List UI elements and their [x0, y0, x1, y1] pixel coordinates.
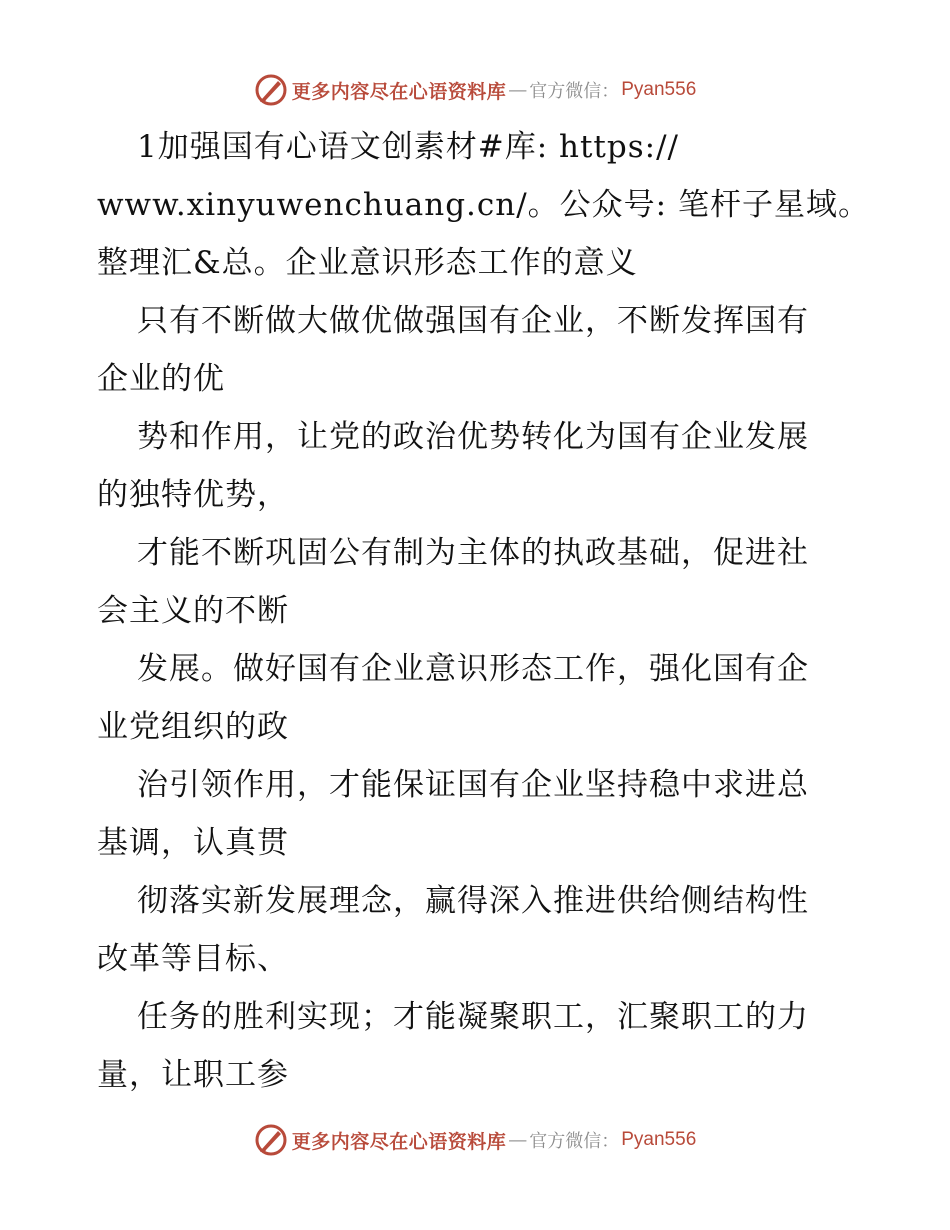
body-line: 任务的胜利实现；才能凝聚职工，汇聚职工的力 [137, 999, 809, 1035]
quill-logo-icon [254, 73, 288, 107]
footer-dash: — [508, 1129, 528, 1151]
quill-logo-icon [254, 1123, 288, 1157]
body-line: 势和作用，让党的政治优势转化为国有企业发展 [137, 419, 809, 455]
body-line: 整理汇&总。企业意识形态工作的意义 [97, 245, 638, 281]
body-line: 业党组织的政 [97, 709, 289, 745]
footer-site-text: 更多内容尽在心语资料库 [291, 1130, 507, 1153]
body-line: www.xinyuwenchuang.cn/。公众号: 笔杆子星域。 [97, 187, 870, 223]
body-line: 只有不断做大做优做强国有企业，不断发挥国有 [137, 303, 809, 339]
body-line: 会主义的不断 [97, 593, 289, 629]
body-line: 企业的优 [97, 361, 225, 397]
body-line: 彻落实新发展理念，赢得深入推进供给侧结构性 [137, 883, 809, 919]
header-dash: — [508, 79, 528, 101]
body-line: 改革等目标、 [97, 941, 289, 977]
document-body [97, 118, 870, 1104]
body-line: 量，让职工参 [97, 1057, 289, 1093]
header-wechat-id: Pyan556 [621, 79, 697, 100]
body-line: 的独特优势， [97, 477, 289, 513]
body-line: 发展。做好国有企业意识形态工作，强化国有企 [137, 651, 809, 687]
body-line: 才能不断巩固公有制为主体的执政基础，促进社 [137, 535, 809, 571]
footer-wechat-label: 官方微信： [529, 1131, 620, 1152]
header-site-text: 更多内容尽在心语资料库 [291, 80, 507, 103]
footer-wechat-id: Pyan556 [621, 1129, 697, 1150]
header-wechat-label: 官方微信： [529, 81, 620, 102]
body-line: 治引领作用，才能保证国有企业坚持稳中求进总 [137, 767, 809, 803]
body-line: 基调，认真贯 [97, 825, 289, 861]
header-banner [0, 70, 950, 110]
body-line: 1加强国有心语文创素材#库: https:// [137, 129, 679, 165]
footer-banner [0, 1120, 950, 1160]
